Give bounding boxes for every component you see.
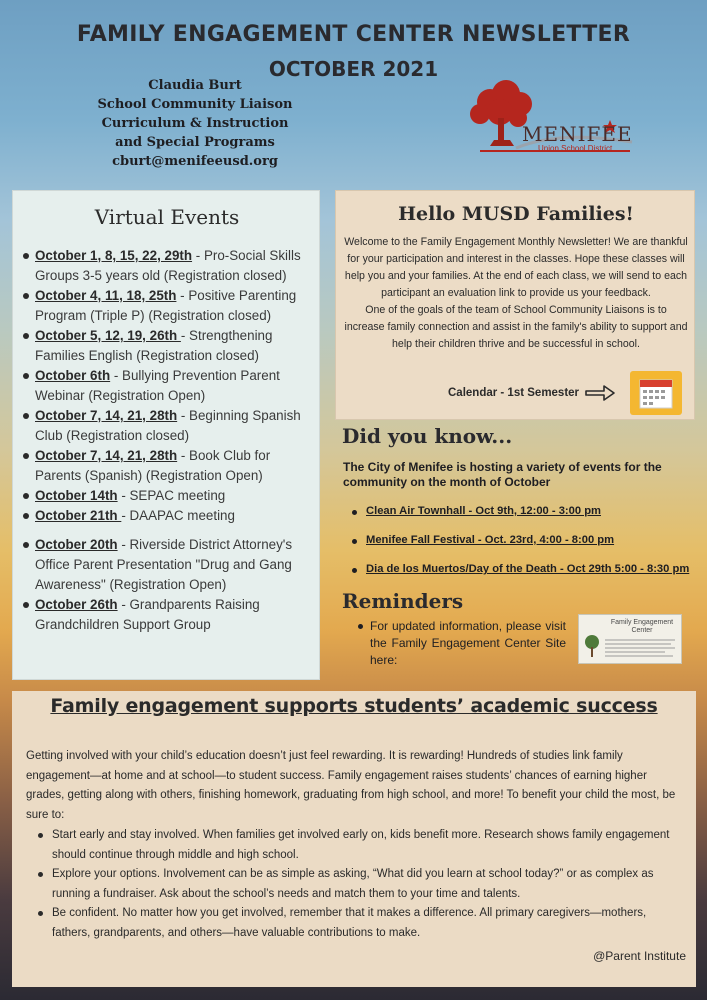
event-desc: - Grandparents Raising Grandchildren Support Group xyxy=(35,597,260,632)
contact-dept: Curriculum & Instruction xyxy=(101,116,289,131)
event-desc: - Beginning Spanish Club (Registration closed) xyxy=(35,408,301,443)
district-logo xyxy=(460,80,640,170)
list-item xyxy=(23,406,319,446)
city-event-link[interactable]: Menifee Fall Festival - Oct. 23rd, 4:00 - 8:00 pm xyxy=(366,534,615,546)
logo-subtitle: Union School District xyxy=(538,144,613,153)
did-you-know-intro: The City of Menifee is hosting a variety of events for the community on the month of October xyxy=(343,460,662,489)
event-dates-link[interactable]: October 20th xyxy=(35,537,118,552)
event-dates-link[interactable]: October 7, 14, 21, 28th xyxy=(35,408,178,423)
tip-text: Be confident. No matter how you get involved, remember that it makes a difference. All primary caregivers—mothers, fathers, grandparents, and others—have valuable contributions to make. xyxy=(52,907,647,939)
virtual-events-list xyxy=(23,246,319,635)
list-item xyxy=(350,534,705,563)
list-item xyxy=(23,286,319,326)
event-dates-link[interactable]: October 26th xyxy=(35,597,118,612)
tip-text: Explore your options. Involvement can be as simple as asking, “What did you learn at school today?” or as complex as running a fundraiser. Ask about the school’s needs and match them to your time and talents. xyxy=(52,868,654,900)
event-desc: - Strengthening Families English (Registration closed) xyxy=(35,328,273,363)
city-event-link[interactable]: Dia de los Muertos/Day of the Death - Oct 29th 5:00 - 8:30 pm xyxy=(366,563,690,575)
calendar-page-icon xyxy=(630,371,682,415)
tree-icon xyxy=(582,633,602,661)
city-events-list xyxy=(350,505,705,592)
event-dates-link[interactable]: October 21th xyxy=(35,508,122,523)
event-dates-link[interactable]: October 4, 11, 18, 25th xyxy=(35,288,177,303)
calendar-icon[interactable] xyxy=(630,371,682,415)
academic-success-intro: Getting involved with your child’s education doesn’t just feel rewarding. It is rewarding! Hundreds of studies link family engagement—at home and at school—to student success. Family engagement raises students’ chances of earning higher grades, getting along with others, finishing homework, graduating from high school, and more! To benefit your child the most, be sure to: xyxy=(26,750,676,821)
newsletter-title: FAMILY ENGAGEMENT CENTER NEWSLETTER xyxy=(76,22,631,47)
source-credit: @Parent Institute xyxy=(593,949,686,963)
contact-dept2: and Special Programs xyxy=(115,135,275,150)
event-desc: - Positive Parenting Program (Triple P) (Registration closed) xyxy=(35,288,297,323)
list-item xyxy=(23,446,319,486)
list-item xyxy=(350,563,705,592)
logo-name: MENIFEE xyxy=(522,122,633,146)
reminders-body: For updated information, please visit the Family Engagement Center Site here: xyxy=(370,619,566,667)
list-item xyxy=(350,505,705,534)
city-event-link[interactable]: Clean Air Townhall - Oct 9th, 12:00 - 3:00 pm xyxy=(366,505,601,517)
newsletter-month: OCTOBER 2021 xyxy=(268,57,439,81)
list-item xyxy=(23,366,319,406)
site-thumbnail-link[interactable] xyxy=(578,614,682,664)
event-dates-link[interactable]: October 7, 14, 21, 28th xyxy=(35,448,178,463)
event-dates-link[interactable]: October 1, 8, 15, 22, 29th xyxy=(35,248,193,263)
event-dates-link[interactable]: October 6th xyxy=(35,368,111,383)
event-desc: - Pro-Social Skills Groups 3-5 years old (Registration closed) xyxy=(35,248,301,283)
list-item xyxy=(23,326,319,366)
hello-body xyxy=(344,234,688,353)
hello-paragraph-1: Welcome to the Family Engagement Monthly Newsletter! We are thankful for your participation and interest in the classes. Hope these classes will help you and your families. At the end of each class, we will send to each participant an evaluation link to provide us your feedback. xyxy=(344,236,688,299)
did-you-know-heading: Did you know... xyxy=(342,424,513,448)
contact-email[interactable]: cburt@menifeeusd.org xyxy=(112,154,278,169)
event-desc: - Book Club for Parents (Spanish) (Registration Open) xyxy=(35,448,271,483)
virtual-events-heading: Virtual Events xyxy=(94,205,240,229)
list-item xyxy=(36,826,686,865)
reminders-text xyxy=(356,618,566,669)
tips-list xyxy=(36,826,686,943)
event-desc: - DAAPAC meeting xyxy=(121,508,235,523)
hello-panel xyxy=(335,190,695,420)
event-dates-link[interactable]: October 5, 12, 19, 26th xyxy=(35,328,181,343)
virtual-events-panel xyxy=(12,190,320,680)
list-item xyxy=(36,865,686,904)
list-item xyxy=(23,486,319,506)
list-item xyxy=(23,246,319,286)
academic-success-heading: Family engagement supports students’ academic success xyxy=(50,695,658,717)
event-desc: - Riverside District Attorney's Office Parent Presentation "Drug and Gang Awareness" (Registration Open) xyxy=(35,537,293,592)
hello-paragraph-2: One of the goals of the team of School Community Liaisons is to increase family connection and assist in the family's ability to support and help their children thrive and be successful in school. xyxy=(344,304,688,350)
list-item xyxy=(23,506,319,526)
tip-text: Start early and stay involved. When families get involved early on, kids benefit more. Research shows family engagement should continue through middle and high school. xyxy=(52,829,670,861)
thumbnail-title: Family Engagement Center xyxy=(610,619,674,634)
contact-role: School Community Liaison xyxy=(97,97,293,112)
event-desc: - Bullying Prevention Parent Webinar (Registration Open) xyxy=(35,368,280,403)
event-desc: - SEPAC meeting xyxy=(117,488,226,503)
event-dates-link[interactable]: October 14th xyxy=(35,488,118,503)
calendar-label: Calendar - 1st Semester xyxy=(448,387,580,399)
contact-name: Claudia Burt xyxy=(148,78,242,93)
list-item xyxy=(36,904,686,943)
arrow-right-icon xyxy=(584,383,616,403)
hello-heading: Hello MUSD Families! xyxy=(398,203,634,225)
reminders-heading: Reminders xyxy=(342,589,464,613)
academic-success-panel xyxy=(12,691,696,987)
thumbnail-text-lines xyxy=(605,637,677,661)
list-item xyxy=(23,535,319,595)
list-item xyxy=(23,595,319,635)
contact-block xyxy=(80,76,310,171)
